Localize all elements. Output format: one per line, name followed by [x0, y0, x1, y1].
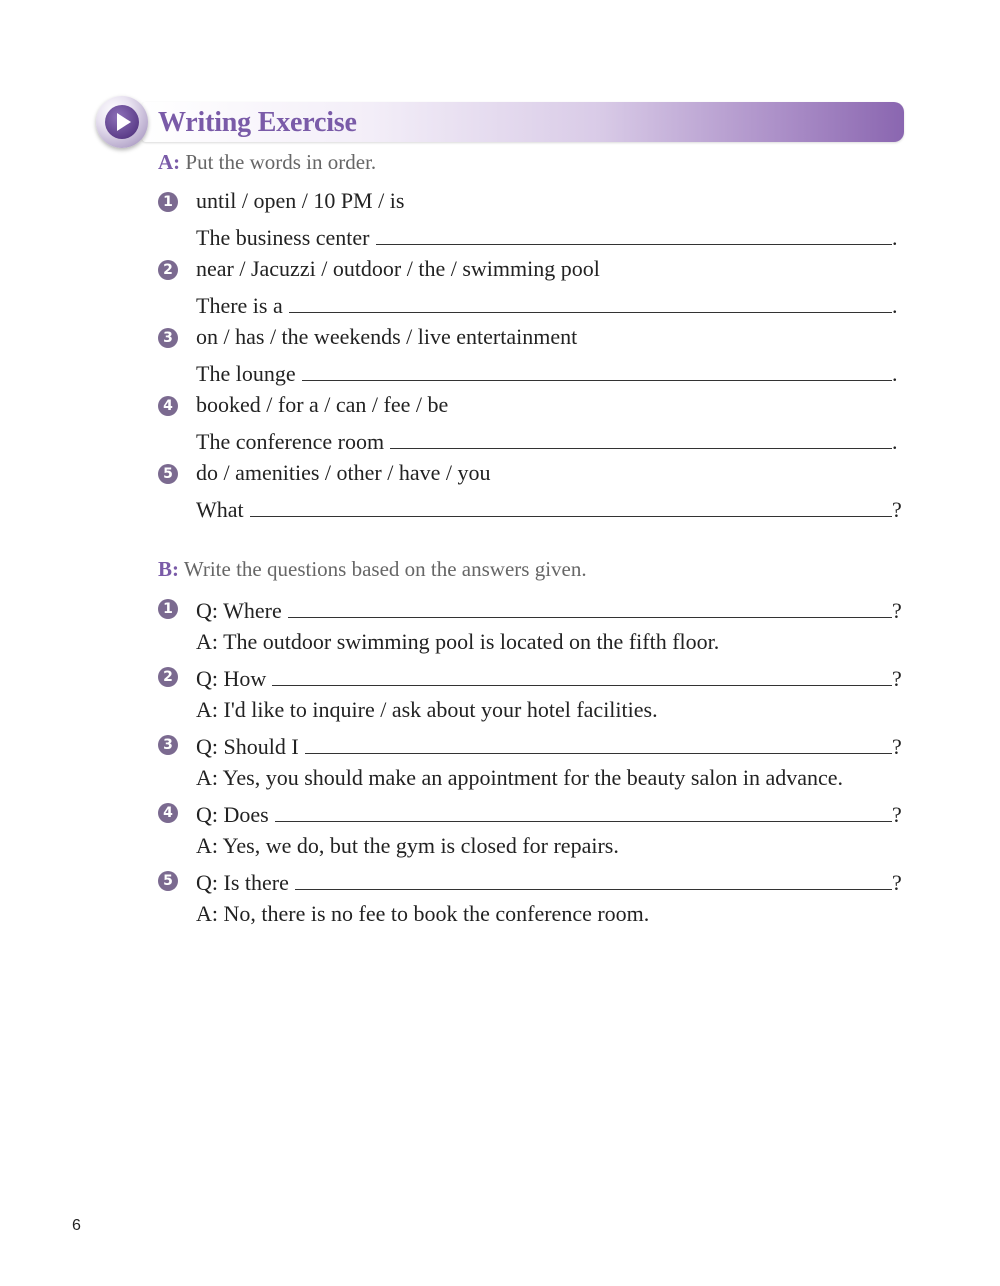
section-a-instruction — [158, 150, 376, 175]
sentence-start: There is a — [196, 293, 283, 318]
question-blank[interactable] — [288, 595, 892, 618]
given-answer: A: No, there is no fee to book the conference room. — [196, 901, 650, 926]
sentence-end-punctuation: . — [892, 429, 898, 454]
section-b-instruction-text: Write the questions based on the answers given. — [183, 557, 587, 581]
question-blank[interactable] — [305, 731, 892, 754]
answer-blank[interactable] — [376, 222, 893, 245]
given-answer: A: I'd like to inquire / ask about your hotel facilities. — [196, 697, 658, 722]
answer-line — [196, 290, 904, 319]
question-start: Q: Is there — [196, 870, 289, 895]
answer-line — [196, 358, 904, 387]
item-number-badge: 2 — [158, 667, 178, 687]
answer-line — [196, 426, 904, 455]
scrambled-words: booked / for a / can / fee / be — [196, 392, 449, 417]
question-mark: ? — [892, 598, 902, 623]
question-blank[interactable] — [275, 799, 892, 822]
item-number-badge: 4 — [158, 396, 178, 416]
question-mark: ? — [892, 870, 902, 895]
section-b-instruction — [158, 557, 587, 582]
question-line — [196, 663, 904, 692]
item-number-badge: 4 — [158, 803, 178, 823]
sentence-end-punctuation: . — [892, 225, 898, 250]
answer-blank[interactable] — [302, 358, 892, 381]
page-title: Writing Exercise — [158, 107, 357, 138]
item-number-badge: 5 — [158, 871, 178, 891]
answer-line — [196, 222, 904, 251]
item-number-badge: 3 — [158, 735, 178, 755]
question-blank[interactable] — [295, 867, 892, 890]
scrambled-words: near / Jacuzzi / outdoor / the / swimming pool — [196, 256, 600, 281]
page-number: 6 — [72, 1217, 81, 1234]
item-number-badge: 1 — [158, 599, 178, 619]
sentence-end-punctuation: . — [892, 361, 898, 386]
answer-blank[interactable] — [289, 290, 892, 313]
sentence-start: What — [196, 497, 244, 522]
question-start: Q: Where — [196, 598, 282, 623]
answer-blank[interactable] — [250, 494, 892, 517]
item-number-badge: 5 — [158, 464, 178, 484]
question-start: Q: How — [196, 666, 267, 691]
sentence-end-punctuation: ? — [892, 497, 902, 522]
given-answer: A: Yes, you should make an appointment for the beauty salon in advance. — [196, 765, 844, 790]
question-line — [196, 799, 904, 828]
sentence-start: The business center — [196, 225, 370, 250]
section-a-instruction-text: Put the words in order. — [185, 150, 377, 174]
item-number-badge: 3 — [158, 328, 178, 348]
scrambled-words: do / amenities / other / have / you — [196, 460, 491, 485]
given-answer: A: Yes, we do, but the gym is closed for repairs. — [196, 833, 619, 858]
section-b-label: B: — [158, 557, 179, 581]
question-line — [196, 867, 904, 896]
sentence-start: The lounge — [196, 361, 296, 386]
question-start: Q: Should I — [196, 734, 299, 759]
question-mark: ? — [892, 666, 902, 691]
section-a-label: A: — [158, 150, 181, 174]
question-blank[interactable] — [272, 663, 892, 686]
play-icon[interactable] — [96, 96, 148, 148]
item-number-badge: 2 — [158, 260, 178, 280]
scrambled-words: until / open / 10 PM / is — [196, 188, 405, 213]
answer-line — [196, 494, 904, 523]
item-number-badge: 1 — [158, 192, 178, 212]
answer-blank[interactable] — [390, 426, 892, 449]
sentence-end-punctuation: . — [892, 293, 898, 318]
given-answer: A: The outdoor swimming pool is located on the fifth floor. — [196, 629, 720, 654]
scrambled-words: on / has / the weekends / live entertainment — [196, 324, 578, 349]
question-line — [196, 731, 904, 760]
question-mark: ? — [892, 802, 902, 827]
question-start: Q: Does — [196, 802, 269, 827]
question-line — [196, 595, 904, 624]
question-mark: ? — [892, 734, 902, 759]
sentence-start: The conference room — [196, 429, 385, 454]
